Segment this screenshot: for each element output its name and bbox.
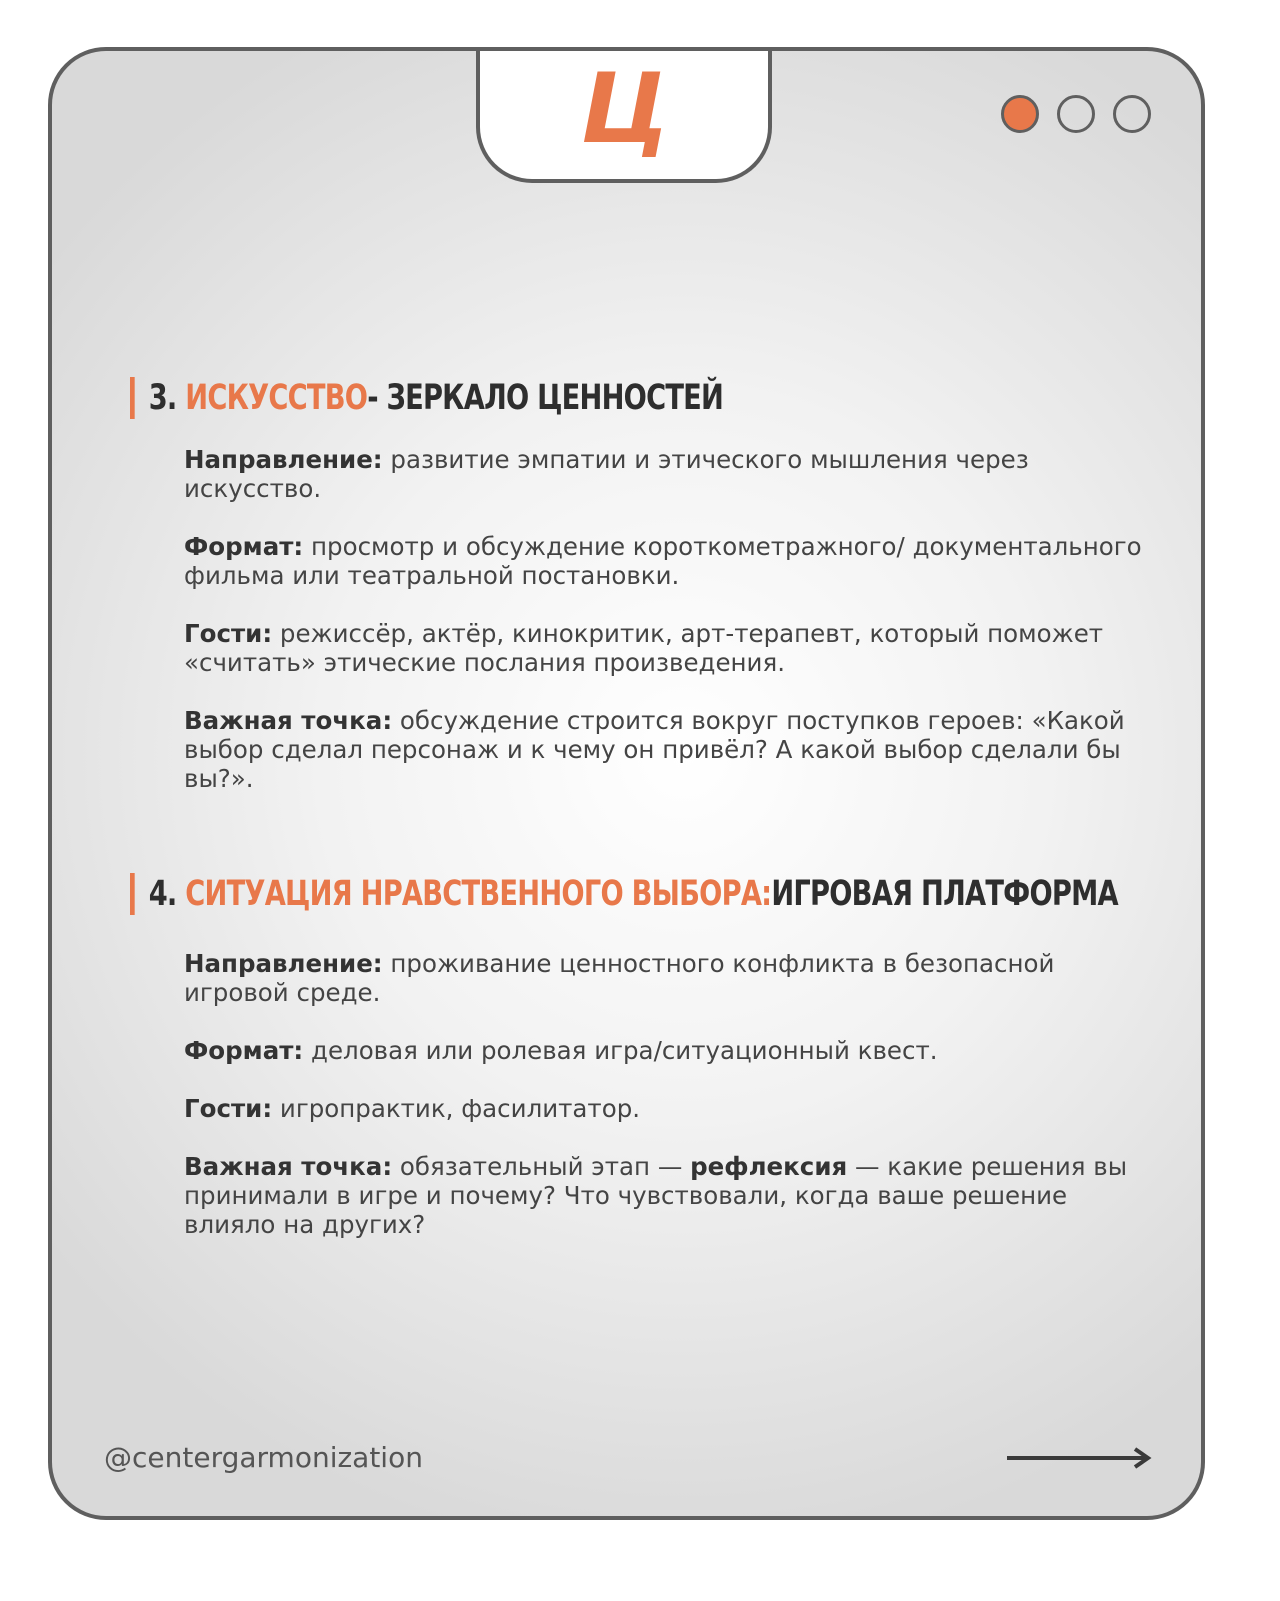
item-direction: Направление: развитие эмпатии и этического мышления через искусство. xyxy=(184,445,1029,503)
brand-logo-icon: Ц xyxy=(580,53,668,165)
section-4-body xyxy=(184,949,1144,1268)
item-guests: Гости: игропрактик, фасилитатор. xyxy=(184,1094,641,1123)
item-direction: Направление: проживание ценностного конфликта в безопасной игровой среде. xyxy=(184,949,1055,1007)
arrow-right-icon[interactable] xyxy=(1007,1446,1153,1470)
pagination-dots xyxy=(1001,95,1151,133)
accent-bar xyxy=(130,873,135,915)
logo-notch xyxy=(476,47,772,183)
item-key-point: Важная точка: обсуждение строится вокруг поступков героев: «Какой выбор сделал персонаж и к чему он привёл? А какой выбор сделали бы вы?». xyxy=(184,706,1125,793)
pagination-dot-3[interactable] xyxy=(1113,95,1151,133)
section-title-rest: - ЗЕРКАЛО ЦЕННОСТЕЙ xyxy=(367,378,724,418)
accent-bar xyxy=(130,377,135,419)
pagination-dot-2[interactable] xyxy=(1057,95,1095,133)
section-number: 4. xyxy=(148,874,177,914)
account-handle[interactable]: @centergarmonization xyxy=(104,1441,423,1474)
item-format: Формат: деловая или ролевая игра/ситуационный квест. xyxy=(184,1036,938,1065)
section-title-highlight: ИСКУССТВО xyxy=(185,378,368,418)
section-number: 3. xyxy=(148,378,177,418)
section-3-body xyxy=(184,445,1144,822)
item-guests: Гости: режиссёр, актёр, кинокритик, арт-терапевт, который поможет «считать» этические послания произведения. xyxy=(184,619,1104,677)
item-key-point: Важная точка: обязательный этап — рефлексия — какие решения вы принимали в игре и почему? Что чувствовали, когда ваше решение влияло на других? xyxy=(184,1152,1128,1239)
section-4-title xyxy=(130,873,1118,915)
pagination-dot-1[interactable] xyxy=(1001,95,1039,133)
item-format: Формат: просмотр и обсуждение короткометражного/ документального фильма или театральной постановки. xyxy=(184,532,1142,590)
section-title-rest: ИГРОВАЯ ПЛАТФОРМА xyxy=(771,874,1118,914)
slide-card xyxy=(48,47,1205,1520)
section-title-highlight: СИТУАЦИЯ НРАВСТВЕННОГО ВЫБОРА: xyxy=(185,874,772,914)
section-3-title xyxy=(130,377,723,419)
